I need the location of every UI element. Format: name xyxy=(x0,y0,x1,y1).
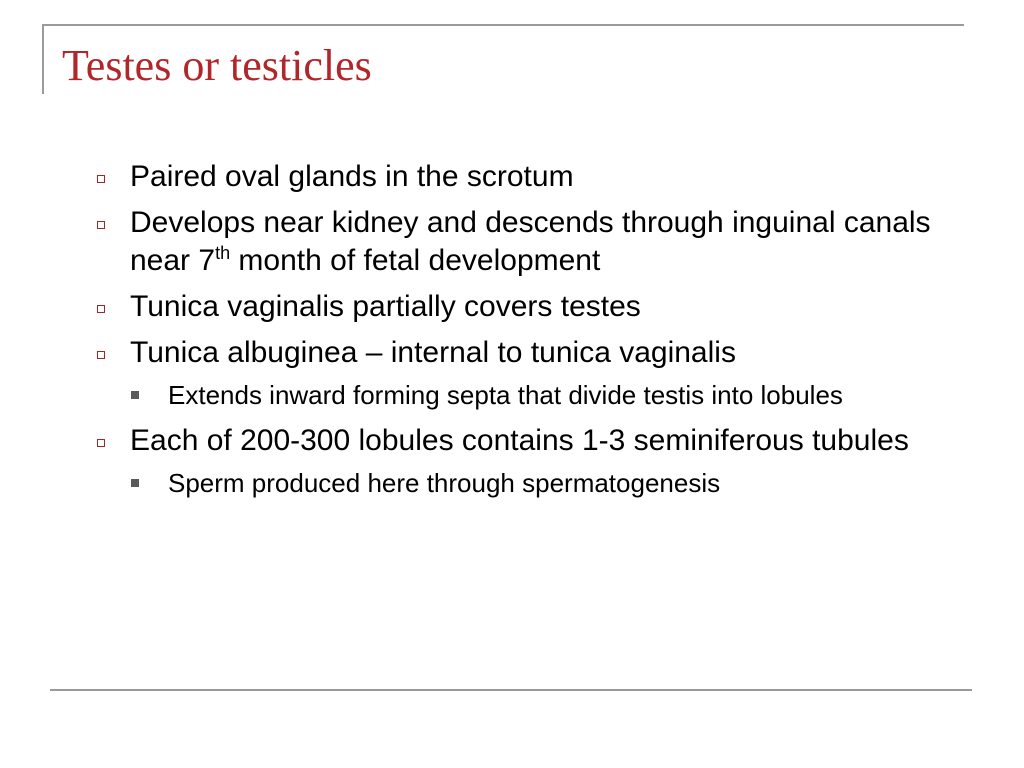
filled-square-bullet-icon xyxy=(131,479,139,487)
hollow-square-bullet-icon xyxy=(97,175,105,183)
sub-bullet-item xyxy=(88,378,978,412)
bullet-text: Tunica albuginea – internal to tunica vaginalis xyxy=(130,336,736,369)
superscript: th xyxy=(215,243,231,263)
bottom-rule xyxy=(50,689,972,691)
bullet-item xyxy=(88,288,978,326)
bullet-item xyxy=(88,204,978,280)
top-rule xyxy=(42,24,964,26)
bullet-text: Each of 200-300 lobules contains 1-3 seminiferous tubules xyxy=(130,424,909,457)
sub-bullet-item xyxy=(88,466,978,500)
bullet-text: Paired oval glands in the scrotum xyxy=(130,160,574,193)
left-rule xyxy=(42,24,44,94)
bullet-item xyxy=(88,422,978,460)
hollow-square-bullet-icon xyxy=(97,221,105,229)
sub-bullet-text: Extends inward forming septa that divide testis into lobules xyxy=(168,380,843,410)
bullet-text: Develops near kidney and descends through inguinal canals near 7 xyxy=(130,206,931,277)
filled-square-bullet-icon xyxy=(131,391,139,399)
slide-title: Testes or testicles xyxy=(62,41,372,90)
bullet-list xyxy=(88,158,978,510)
bullet-text-continued: month of fetal development xyxy=(230,244,601,277)
hollow-square-bullet-icon xyxy=(97,439,105,447)
sub-bullet-text: Sperm produced here through spermatogenesis xyxy=(168,468,721,498)
bullet-item xyxy=(88,334,978,372)
hollow-square-bullet-icon xyxy=(97,351,105,359)
hollow-square-bullet-icon xyxy=(97,305,105,313)
bullet-item xyxy=(88,158,978,196)
bullet-text: Tunica vaginalis partially covers testes xyxy=(130,290,641,323)
